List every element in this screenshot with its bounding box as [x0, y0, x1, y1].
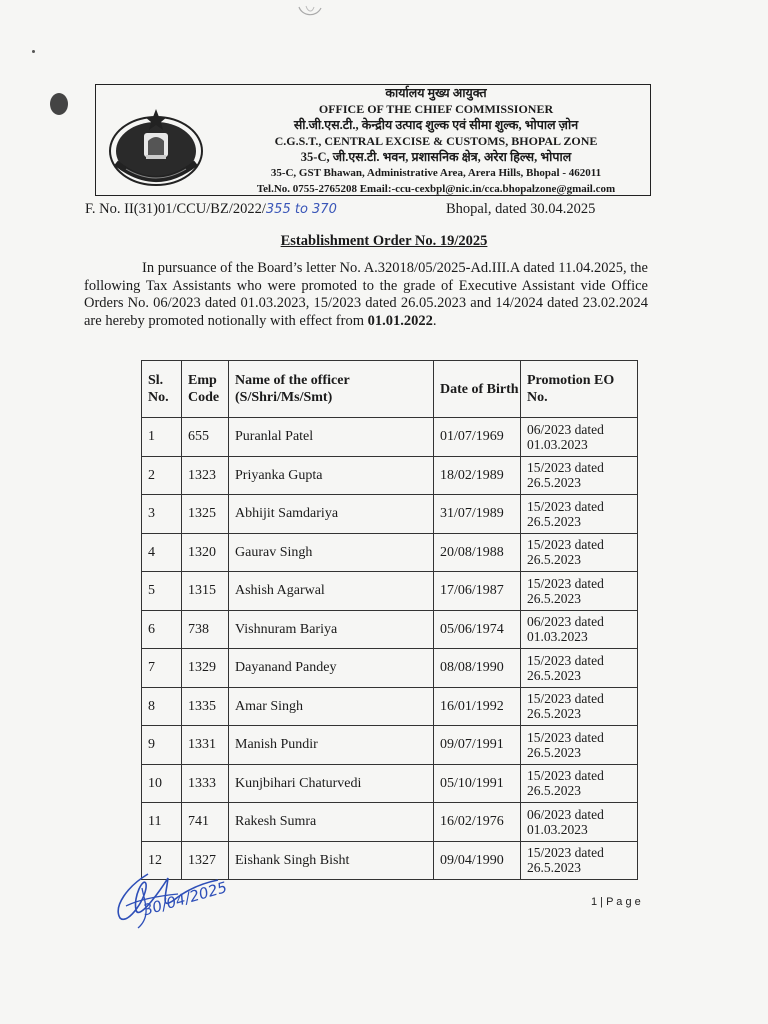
cell-officer-name: Rakesh Sumra	[229, 803, 434, 842]
cell-promotion-eo: 15/2023 dated 26.5.2023	[521, 726, 638, 765]
order-paragraph	[84, 260, 648, 330]
header-officer-name: Name of the officer (S/Shri/Ms/Smt)	[229, 361, 434, 418]
cell-promotion-eo: 06/2023 dated 01.03.2023	[521, 418, 638, 457]
cell-officer-name: Puranlal Patel	[229, 418, 434, 457]
letterhead-text	[226, 85, 646, 197]
cell-date-of-birth: 09/07/1991	[434, 726, 521, 765]
hindi-zone-title: सी.जी.एस.टी., केन्द्रीय उत्पाद शुल्क एवं सीमा शुल्क, भोपाल ज़ोन	[293, 118, 579, 132]
hole-punch-mark	[50, 93, 68, 115]
cell-sl-no: 4	[142, 533, 182, 572]
paragraph-end: .	[432, 312, 437, 329]
cell-sl-no: 5	[142, 572, 182, 611]
cell-sl-no: 8	[142, 687, 182, 726]
cell-officer-name: Abhijit Samdariya	[229, 495, 434, 534]
table-row	[142, 495, 638, 534]
cell-date-of-birth: 31/07/1989	[434, 495, 521, 534]
table-row	[142, 803, 638, 842]
cell-emp-code: 1333	[182, 764, 229, 803]
cell-date-of-birth: 08/08/1990	[434, 649, 521, 688]
file-number-handwritten: 355 to 370	[265, 202, 337, 217]
contact-line: Tel.No. 0755-2765208 Email:-ccu-cexbpl@nic.in/cca.bhopalzone@gmail.com	[256, 183, 616, 195]
header-promotion-eo: Promotion EO No.	[521, 361, 638, 418]
cell-emp-code: 1331	[182, 726, 229, 765]
cell-emp-code: 1315	[182, 572, 229, 611]
cell-officer-name: Kunjbihari Chaturvedi	[229, 764, 434, 803]
office-title: OFFICE OF THE CHIEF COMMISSIONER	[318, 102, 554, 116]
table-row	[142, 418, 638, 457]
file-number	[85, 201, 337, 218]
page-number: 1 | P a g e	[591, 896, 641, 908]
effective-date: 01.01.2022	[367, 312, 433, 329]
hindi-office-title: कार्यालय मुख्य आयुक्त	[385, 86, 487, 100]
file-number-printed: F. No. II(31)01/CCU/BZ/2022/	[85, 201, 266, 217]
cell-date-of-birth: 18/02/1989	[434, 456, 521, 495]
cell-sl-no: 12	[142, 841, 182, 880]
cell-date-of-birth: 20/08/1988	[434, 533, 521, 572]
cell-sl-no: 9	[142, 726, 182, 765]
cell-sl-no: 1	[142, 418, 182, 457]
cell-emp-code: 741	[182, 803, 229, 842]
cell-date-of-birth: 05/06/1974	[434, 610, 521, 649]
place-date: Bhopal, dated 30.04.2025	[446, 201, 596, 217]
cell-promotion-eo: 15/2023 dated 26.5.2023	[521, 649, 638, 688]
address: 35-C, GST Bhawan, Administrative Area, Arera Hills, Bhopal - 462011	[270, 167, 602, 179]
cell-date-of-birth: 01/07/1969	[434, 418, 521, 457]
cell-promotion-eo: 15/2023 dated 26.5.2023	[521, 841, 638, 880]
cell-sl-no: 6	[142, 610, 182, 649]
cell-officer-name: Dayanand Pandey	[229, 649, 434, 688]
cell-promotion-eo: 06/2023 dated 01.03.2023	[521, 610, 638, 649]
cell-emp-code: 1325	[182, 495, 229, 534]
table-row	[142, 649, 638, 688]
cell-date-of-birth: 16/01/1992	[434, 687, 521, 726]
cell-officer-name: Eishank Singh Bisht	[229, 841, 434, 880]
cell-promotion-eo: 15/2023 dated 26.5.2023	[521, 687, 638, 726]
promotion-table	[141, 360, 638, 880]
table-row	[142, 687, 638, 726]
table-row	[142, 572, 638, 611]
cell-officer-name: Priyanka Gupta	[229, 456, 434, 495]
signature-date: 30/04/2025	[141, 878, 230, 920]
header-date-of-birth: Date of Birth	[434, 361, 521, 418]
scan-speck	[32, 50, 35, 53]
cell-sl-no: 2	[142, 456, 182, 495]
paragraph-text: In pursuance of the Board’s letter No. A.32018/05/2025-Ad.III.A dated 11.04.2025, the following Tax Assistants who were promoted to the grade of Executive Assistant vide Office Orders No. 06/2023 dated 01.03.2023, 15/2023 dated 26.05.2023 and 14/2024 dated 23.02.2024 are hereby promoted notionally with effect from	[84, 260, 648, 329]
table-header-row	[142, 361, 638, 418]
cell-sl-no: 10	[142, 764, 182, 803]
order-title-text: Establishment Order No. 19/2025	[280, 233, 488, 249]
cell-emp-code: 1327	[182, 841, 229, 880]
cell-promotion-eo: 06/2023 dated 01.03.2023	[521, 803, 638, 842]
header-sl-no: Sl. No.	[142, 361, 182, 418]
cell-date-of-birth: 17/06/1987	[434, 572, 521, 611]
cell-emp-code: 1329	[182, 649, 229, 688]
cell-sl-no: 7	[142, 649, 182, 688]
cell-promotion-eo: 15/2023 dated 26.5.2023	[521, 764, 638, 803]
cell-date-of-birth: 16/02/1976	[434, 803, 521, 842]
table-row	[142, 764, 638, 803]
cell-date-of-birth: 05/10/1991	[434, 764, 521, 803]
cell-sl-no: 3	[142, 495, 182, 534]
table-row	[142, 456, 638, 495]
order-title	[0, 233, 768, 250]
table-row	[142, 533, 638, 572]
cell-promotion-eo: 15/2023 dated 26.5.2023	[521, 572, 638, 611]
table-row	[142, 726, 638, 765]
table-row	[142, 610, 638, 649]
cell-emp-code: 655	[182, 418, 229, 457]
cell-officer-name: Amar Singh	[229, 687, 434, 726]
scan-mark-icon	[296, 4, 324, 20]
cell-date-of-birth: 09/04/1990	[434, 841, 521, 880]
cell-emp-code: 1320	[182, 533, 229, 572]
cell-sl-no: 11	[142, 803, 182, 842]
cell-promotion-eo: 15/2023 dated 26.5.2023	[521, 456, 638, 495]
cell-officer-name: Gaurav Singh	[229, 533, 434, 572]
cell-promotion-eo: 15/2023 dated 26.5.2023	[521, 495, 638, 534]
letterhead	[95, 84, 651, 196]
hindi-address: 35-C, जी.एस.टी. भवन, प्रशासनिक क्षेत्र, अरेरा हिल्स, भोपाल	[300, 150, 572, 164]
state-emblem-icon	[106, 103, 206, 189]
cell-emp-code: 1335	[182, 687, 229, 726]
header-emp-code: Emp Code	[182, 361, 229, 418]
cell-emp-code: 738	[182, 610, 229, 649]
zone-title: C.G.S.T., CENTRAL EXCISE & CUSTOMS, BHOPAL ZONE	[274, 134, 598, 148]
cell-officer-name: Vishnuram Bariya	[229, 610, 434, 649]
cell-officer-name: Manish Pundir	[229, 726, 434, 765]
cell-promotion-eo: 15/2023 dated 26.5.2023	[521, 533, 638, 572]
cell-officer-name: Ashish Agarwal	[229, 572, 434, 611]
cell-emp-code: 1323	[182, 456, 229, 495]
